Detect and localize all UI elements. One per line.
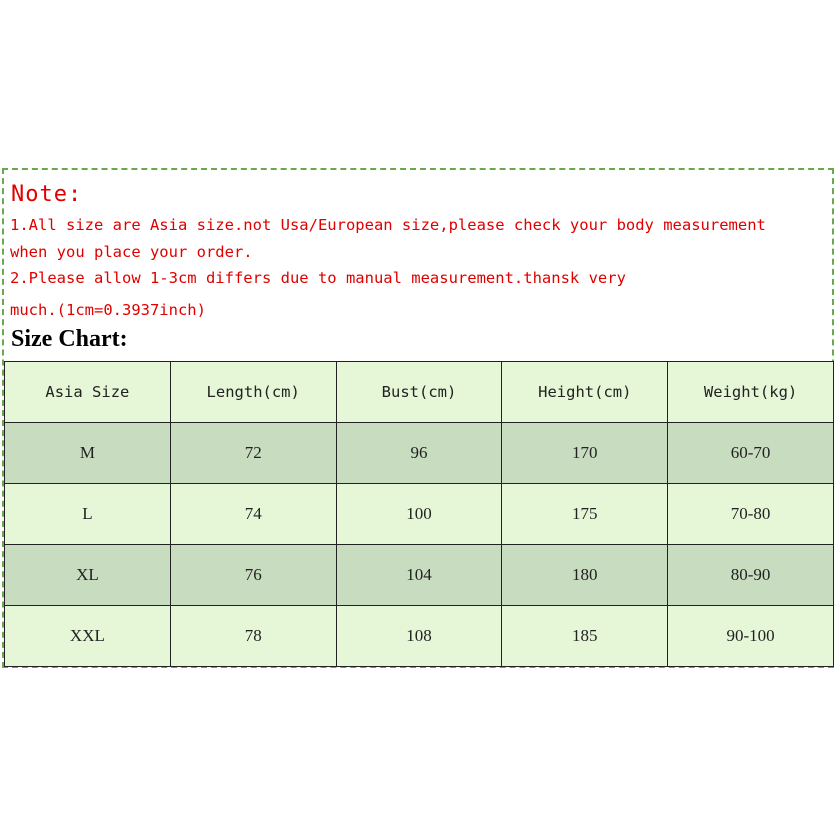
header-cell: Weight(kg) [668,362,834,423]
table-cell: M [5,423,171,484]
table-cell: 74 [170,484,336,545]
table-row [5,423,834,484]
table-row [5,484,834,545]
table-cell: 180 [502,545,668,606]
table-cell: 90-100 [668,606,834,667]
table-row [5,545,834,606]
note-line-3: 2.Please allow 1-3cm differs due to manual measurement.thansk very [10,269,626,287]
header-cell: Length(cm) [170,362,336,423]
table-cell: 80-90 [668,545,834,606]
table-header-row [5,362,834,423]
table-cell: L [5,484,171,545]
table-cell: 96 [336,423,502,484]
header-cell: Asia Size [5,362,171,423]
table-cell: 72 [170,423,336,484]
table-cell: 175 [502,484,668,545]
table-cell: XL [5,545,171,606]
table-row [5,606,834,667]
table-cell: 108 [336,606,502,667]
note-title: Note: [11,182,83,207]
size-chart-title: Size Chart: [11,326,128,352]
note-line-2: when you place your order. [10,243,253,261]
note-line-1: 1.All size are Asia size.not Usa/European size,please check your body measurement [10,216,766,234]
table-cell: 70-80 [668,484,834,545]
table-cell: 60-70 [668,423,834,484]
header-cell: Height(cm) [502,362,668,423]
table-cell: 76 [170,545,336,606]
table-cell: 185 [502,606,668,667]
table-cell: 100 [336,484,502,545]
table-cell: XXL [5,606,171,667]
note-line-4: much.(1cm=0.3937inch) [10,301,206,319]
header-cell: Bust(cm) [336,362,502,423]
table-cell: 78 [170,606,336,667]
table-cell: 170 [502,423,668,484]
size-chart-table [4,361,834,667]
table-cell: 104 [336,545,502,606]
